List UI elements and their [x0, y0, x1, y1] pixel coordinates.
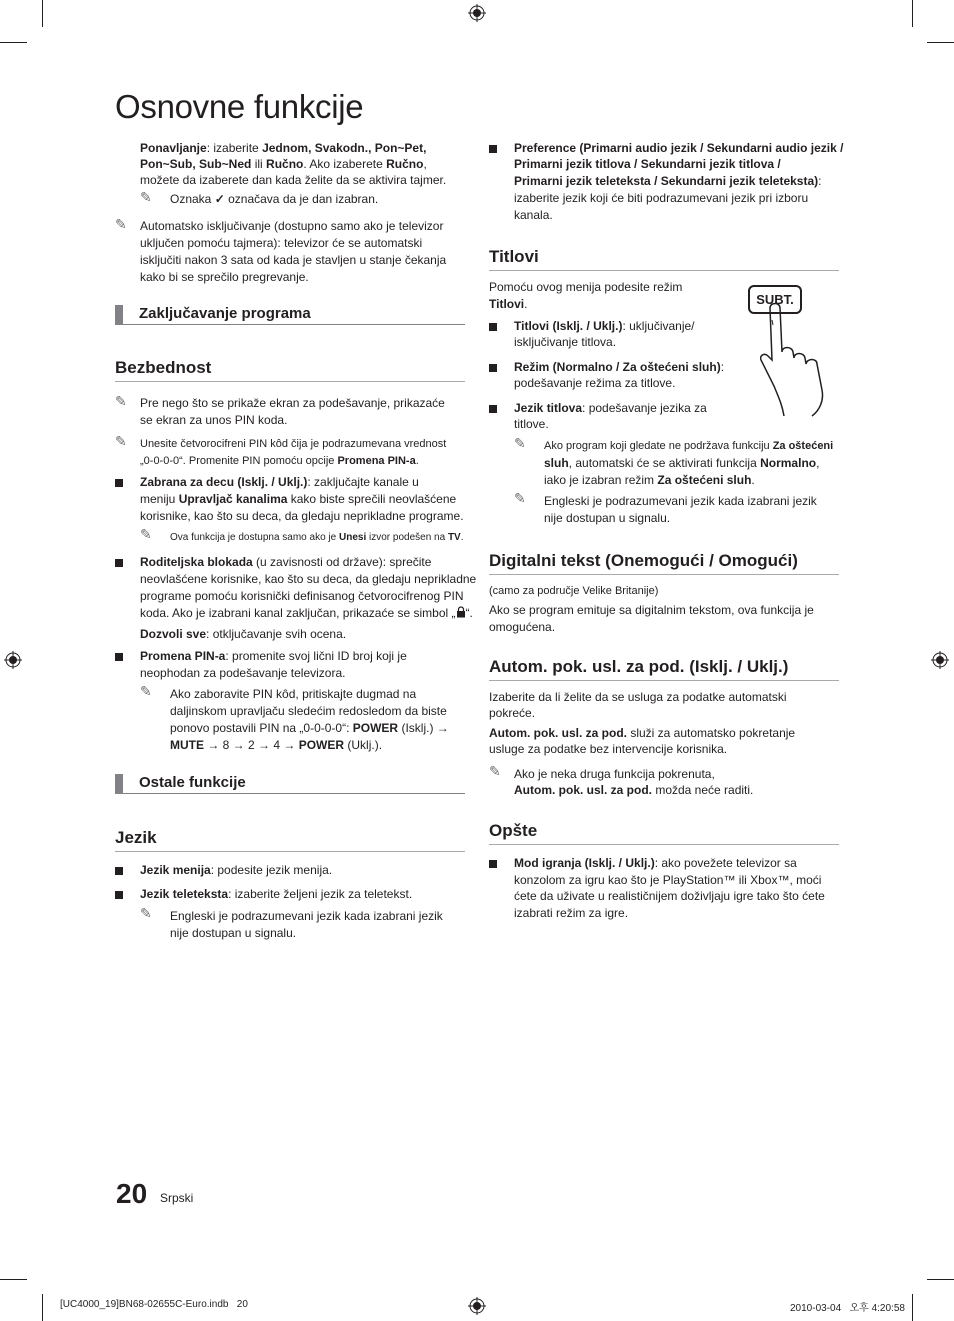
titlovi-item-1-line-2: isključivanje titlova. [514, 335, 617, 349]
titlovi-item-1-line-1: Titlovi (Isklj. / Uklj.): uključivanje/ [514, 319, 695, 333]
opste-line-4: izabrati režim za igre. [514, 906, 629, 920]
opste-line-2: konzolom za igru kao što je PlayStation™ ili Xbox™, moći [514, 873, 822, 887]
ponavljanje-line-3: možete da izaberete dan kada želite da se aktivira tajmer. [140, 173, 447, 187]
bullet-square [115, 559, 123, 567]
heading-bezbednost: Bezbednost [115, 358, 465, 382]
subt-remote-button: SUBT. [748, 285, 802, 314]
jezik-note-line-2: nije dostupan u signalu. [170, 926, 297, 940]
bullet-square [115, 479, 123, 487]
auto-off-line-1: Automatsko isključivanje (dostupno samo ako je televizor [140, 219, 444, 233]
page-number: 20 [116, 1178, 148, 1209]
registration-mark-icon [468, 4, 486, 22]
heading-jezik: Jezik [115, 828, 465, 852]
note-pencil-icon: ✎ [514, 435, 526, 451]
footer-file-info: [UC4000_19]BN68-02655C-Euro.indb 20 [60, 1299, 248, 1310]
preference-line-2: Primarni jezik titlova / Sekundarni jezik titlova / [514, 157, 781, 171]
autom-note-line-1: Ako je neka druga funkcija pokrenuta, [514, 767, 715, 781]
titlovi-item-2-line-2: podešavanje režima za titlove. [514, 376, 676, 390]
dozvoli-sve: Dozvoli sve: otključavanje svih ocena. [140, 627, 347, 641]
zabrana-line-2: meniju Upravljač kanalima kako biste sprečili neovlašćene [140, 492, 457, 506]
jezik-note-line-1: Engleski je podrazumevani jezik kada izabrani jezik [170, 909, 443, 923]
bullet-square [489, 860, 497, 868]
note-pencil-icon: ✎ [115, 216, 127, 232]
titlovi-note1-line-3: iako je izabran režim Za oštećeni sluh. [544, 473, 755, 487]
section-heading-lock: Zaključavanje programa [115, 305, 465, 325]
preference-line-1: Preference (Primarni audio jezik / Sekundarni audio jezik / [514, 141, 844, 155]
bullet-square [489, 323, 497, 331]
preference-line-3: Primarni jezik teleteksta / Sekundarni jezik teleteksta): [514, 174, 822, 188]
crop-mark [927, 1279, 954, 1280]
titlovi-note2-line-1: Engleski je podrazumevani jezik kada izabrani jezik [544, 494, 817, 508]
crop-mark [42, 1294, 43, 1321]
crop-mark [0, 42, 27, 43]
note-pencil-icon: ✎ [115, 393, 127, 409]
section-bar [115, 305, 123, 325]
promena-line-1: Promena PIN-a: promenite svoj lični ID broj koji je [140, 649, 407, 663]
jezik-item-1: Jezik menija: podesite jezik menija. [140, 863, 333, 877]
crop-mark [927, 42, 954, 43]
titlovi-intro-line-1: Pomoću ovog menija podesite režim [489, 280, 683, 294]
note-pencil-icon: ✎ [514, 490, 526, 506]
crop-mark [42, 0, 43, 27]
titlovi-note1-line-1: Ako program koji gledate ne podržava funkciju Za oštećeni [544, 440, 834, 452]
checkmark-icon: ✓ [214, 192, 225, 206]
hand-pressing-icon [760, 300, 830, 418]
autom-note-line-2: Autom. pok. usl. za pod. možda neće raditi. [514, 783, 754, 797]
roditeljska-line-4: koda. Ako je izabrani kanal zaključan, prikazaće se simbol „ “. [140, 606, 473, 620]
bezbednost-note1-line-2: se ekran za unos PIN koda. [140, 413, 288, 427]
bullet-square [115, 891, 123, 899]
auto-off-line-4: kako bi se sprečilo pregrevanje. [140, 270, 309, 284]
lock-icon [456, 606, 466, 618]
opste-line-1: Mod igranja (Isklj. / Uklj.): ako povežete televizor sa [514, 856, 797, 870]
ponavljanje-note: Oznaka ✓ označava da je dan izabran. [170, 192, 379, 206]
note-pencil-icon: ✎ [140, 683, 152, 699]
zabrana-line-1: Zabrana za decu (Isklj. / Uklj.): zaključajte kanale u [140, 475, 419, 489]
bullet-square [489, 145, 497, 153]
promena-note-line-2: daljinskom upravljaču sledećim redosledom da biste [170, 704, 447, 718]
note-pencil-icon: ✎ [115, 433, 127, 449]
digital-line-3: omogućena. [489, 620, 556, 634]
heading-opste: Opšte [489, 821, 839, 845]
promena-note-line-3: ponovo postavili PIN na „0-0-0-0“: POWER (Isklj.) → [170, 721, 449, 735]
titlovi-item-3-line-1: Jezik titlova: podešavanje jezika za [514, 401, 707, 415]
footer-timestamp: 2010-03-04 오후 4:20:58 [790, 1303, 905, 1314]
roditeljska-line-2: neovlašćene korisnike, kao što su deca, da gledaju neprikladne [140, 572, 477, 586]
auto-off-line-3: isključiti nakon 3 sata od kada je stavljen u stanje čekanja [140, 253, 447, 267]
note-pencil-icon: ✎ [140, 526, 152, 542]
bezbednost-note2-line-1: Unesite četvorocifreni PIN kôd čija je podrazumevana vrednost [140, 438, 447, 450]
autom-line-3: Autom. pok. usl. za pod. služi za automatsko pokretanje [489, 726, 796, 740]
zabrana-note: Ova funkcija je dostupna samo ako je Unesi izvor podešen na TV. [170, 532, 464, 543]
promena-line-2: neophodan za podešavanje televizora. [140, 666, 346, 680]
autom-line-1: Izaberite da li želite da se usluga za podatke automatski [489, 690, 787, 704]
registration-mark-icon [468, 1297, 486, 1315]
note-pencil-icon: ✎ [140, 189, 152, 205]
heading-titlovi: Titlovi [489, 247, 839, 271]
zabrana-line-3: korisnike, kao što su deca, da gledaju neprikladne programe. [140, 509, 464, 523]
bullet-square [115, 653, 123, 661]
bezbednost-note1-line-1: Pre nego što se prikaže ekran za podešavanje, prikazaće [140, 396, 445, 410]
section-heading-other: Ostale funkcije [115, 774, 465, 794]
autom-line-4: usluge za podatke bez intervencije korisnika. [489, 742, 728, 756]
roditeljska-line-3: programe pomoću korisnički definisanog četvorocifrenog PIN [140, 589, 464, 603]
page-language: Srpski [160, 1191, 194, 1205]
titlovi-item-2-line-1: Režim (Normalno / Za oštećeni sluh): [514, 360, 725, 374]
roditeljska-line-1: Roditeljska blokada (u zavisnosti od države): sprečite [140, 555, 432, 569]
opste-line-3: ćete da uživate u realističnijem doživljaju igre tako što ćete [514, 889, 825, 903]
promena-note-line-4: MUTE → 8 → 2 → 4 → POWER (Uklj.). [170, 738, 383, 752]
bezbednost-note2-line-2: „0-0-0-0“. Promenite PIN pomoću opcije Promena PIN-a. [140, 455, 419, 467]
preference-line-4: izaberite jezik koji će biti podrazumevani jezik pri izboru [514, 191, 809, 205]
ponavljanje-line-2: Pon~Sub, Sub~Ned ili Ručno. Ako izaberete Ručno, [140, 157, 427, 171]
ponavljanje-line-1: Ponavljanje: izaberite Jednom, Svakodn., Pon~Pet, [140, 141, 427, 155]
auto-off-line-2: uključen pomoću tajmera): televizor će se automatski [140, 236, 423, 250]
bullet-square [115, 867, 123, 875]
registration-mark-icon [931, 651, 949, 669]
page-title: Osnovne funkcije [115, 88, 364, 125]
crop-mark [0, 1279, 27, 1280]
titlovi-note1-line-2: sluh, automatski će se aktivirati funkcija Normalno, [544, 456, 820, 470]
titlovi-item-3-line-2: titlove. [514, 417, 549, 431]
heading-autom: Autom. pok. usl. za pod. (Isklj. / Uklj.) [489, 657, 839, 681]
digital-line-1: (camo za područje Velike Britanije) [489, 585, 659, 597]
bullet-square [489, 405, 497, 413]
bullet-square [489, 364, 497, 372]
preference-line-5: kanala. [514, 208, 553, 222]
section-bar [115, 774, 123, 794]
note-pencil-icon: ✎ [489, 763, 501, 779]
titlovi-intro-line-2: Titlovi. [489, 297, 528, 311]
registration-mark-icon [4, 651, 22, 669]
jezik-item-2: Jezik teleteksta: izaberite željeni jezik za teletekst. [140, 887, 413, 901]
note-pencil-icon: ✎ [140, 905, 152, 921]
heading-digitalni-tekst: Digitalni tekst (Onemogući / Omogući) [489, 551, 839, 575]
digital-line-2: Ako se program emituje sa digitalnim tekstom, ova funkcija je [489, 603, 814, 617]
autom-line-2: pokreće. [489, 706, 536, 720]
crop-mark [912, 0, 913, 27]
titlovi-note2-line-2: nije dostupan u signalu. [544, 511, 671, 525]
crop-mark [912, 1294, 913, 1321]
promena-note-line-1: Ako zaboravite PIN kôd, pritiskajte dugmad na [170, 687, 417, 701]
